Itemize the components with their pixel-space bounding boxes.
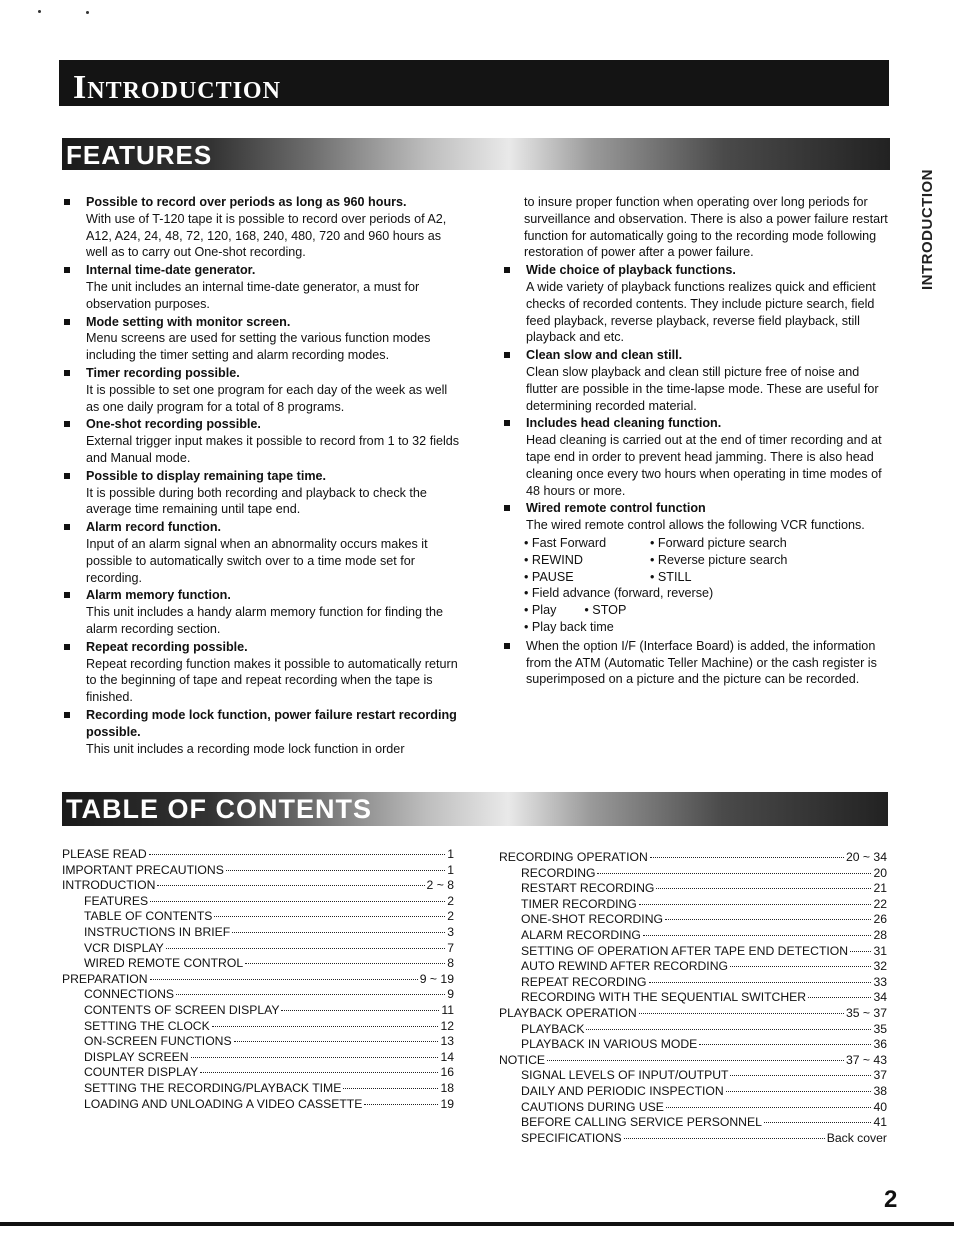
toc-entry-label: ON-SCREEN FUNCTIONS — [84, 1034, 232, 1049]
toc-entry-label: NOTICE — [499, 1052, 546, 1067]
toc-leader-dots — [245, 962, 445, 964]
feature-heading: Includes head cleaning function. — [526, 416, 722, 431]
toc-entry-page: 2 — [447, 893, 454, 908]
toc-entry-label: SETTING THE RECORDING/PLAYBACK TIME — [84, 1080, 342, 1095]
toc-entry — [499, 1053, 887, 1069]
toc-entry-page: 16 — [440, 1065, 454, 1080]
bullet-square-icon — [64, 319, 70, 325]
bullet-square-icon — [64, 267, 70, 273]
toc-entry-page: 8 — [447, 956, 454, 971]
toc-entry-label: TIMER RECORDING — [521, 896, 637, 911]
toc-leader-dots — [232, 931, 445, 933]
feature-description: With use of T-120 tape it is possible to record over periods of A2, A12, A24, 24, 48, 72, 120, 168, 240, 480, 720 and 960 hours as well as to carry out One-shot recording. — [86, 211, 447, 260]
feature-description: The unit includes an internal time-date generator, a must for observation purposes. — [86, 279, 420, 311]
toc-entry-label: IMPORTANT PRECAUTIONS — [62, 862, 224, 877]
feature-heading: Wide choice of playback functions. — [526, 263, 736, 278]
toc-entry — [499, 897, 887, 913]
toc-entry-label: ONE-SHOT RECORDING — [521, 912, 663, 927]
toc-entry-label: LOADING AND UNLOADING A VIDEO CASSETTE — [84, 1096, 363, 1111]
toc-entry-label: CONNECTIONS — [84, 987, 175, 1002]
toc-entry-label: VCR DISPLAY — [84, 940, 164, 955]
toc-entry-page: 2 — [447, 909, 454, 924]
bullet-square-icon — [504, 352, 510, 358]
toc-entry — [499, 1068, 887, 1084]
toc-leader-dots — [730, 1074, 871, 1076]
bottom-rule — [0, 1222, 954, 1226]
toc-entry-label: SETTING OF OPERATION AFTER TAPE END DETECTION — [521, 943, 849, 958]
toc-entry-page: 33 — [873, 974, 887, 989]
feature-heading: Internal time-date generator. — [86, 263, 256, 278]
toc-entry — [499, 850, 887, 866]
toc-entry — [62, 1050, 454, 1066]
feature-item — [62, 639, 462, 706]
feature-item — [502, 347, 894, 414]
toc-right-column — [499, 850, 887, 1146]
toc-entry-page: 20 ~ 34 — [845, 850, 887, 864]
page-title: Introduction — [73, 69, 281, 106]
feature-description: When the option I/F (Interface Board) is added, the information from the ATM (Automatic Teller Machine) or the cash register is superimposed on a picture and the picture can be recorded. — [526, 638, 877, 687]
feature-item — [502, 262, 894, 346]
toc-entry-page: 38 — [873, 1083, 887, 1098]
feature-heading: Wired remote control function — [526, 501, 706, 516]
toc-entry-label: SPECIFICATIONS — [521, 1130, 622, 1145]
toc-entry — [62, 925, 454, 941]
toc-entry — [499, 881, 887, 897]
toc-entry — [499, 1037, 887, 1053]
toc-entry-page: 32 — [873, 959, 887, 974]
scan-speck — [38, 10, 41, 13]
toc-entry-label: TABLE OF CONTENTS — [84, 909, 213, 924]
toc-leader-dots — [656, 887, 871, 889]
feature-heading: Alarm memory function. — [86, 588, 231, 603]
toc-leader-dots — [343, 1087, 438, 1089]
toc-entry-page: 9 ~ 19 — [419, 971, 454, 986]
toc-entry — [62, 1019, 454, 1035]
remote-function: • Fast Forward — [524, 535, 607, 550]
bullet-square-icon — [64, 644, 70, 650]
toc-entry-page: 26 — [873, 912, 887, 927]
toc-leader-dots — [666, 1106, 872, 1108]
toc-entry-label: INTRODUCTION — [62, 878, 156, 893]
feature-description: The wired remote control allows the following VCR functions. — [526, 518, 865, 533]
feature-item — [62, 314, 462, 364]
features-left-column — [62, 194, 462, 758]
remote-function-list — [524, 535, 894, 585]
toc-entry — [499, 1131, 887, 1147]
toc-entry — [499, 944, 887, 960]
toc-entry-page: 2 ~ 8 — [426, 878, 454, 893]
toc-entry — [499, 1115, 887, 1131]
side-tab-label: INTRODUCTION — [919, 169, 936, 290]
toc-entry-page: 1 — [447, 847, 454, 861]
feature-continuation: to insure proper function when operating over long periods for surveillance and observation. There is also a power failure restart function for automatically going to the recording mode following restoration of power after a power failure. — [524, 195, 888, 260]
toc-entry-label: RECORDING — [521, 865, 596, 880]
remote-function: • Reverse picture search — [650, 552, 788, 567]
toc-leader-dots — [214, 915, 445, 917]
toc-entry-page: 3 — [447, 924, 454, 939]
toc-entry-page: 35 — [873, 1021, 887, 1036]
toc-entry-label: CAUTIONS DURING USE — [521, 1099, 664, 1114]
toc-entry — [499, 975, 887, 991]
toc-leader-dots — [200, 1071, 438, 1073]
toc-entry — [499, 1084, 887, 1100]
toc-leader-dots — [166, 947, 446, 949]
bullet-square-icon — [64, 421, 70, 427]
feature-description: This unit includes a handy alarm memory function for finding the alarm recording section. — [86, 605, 444, 636]
feature-item — [62, 468, 462, 518]
toc-entry-page: 11 — [441, 1002, 454, 1017]
toc-entry-label: RESTART RECORDING — [521, 881, 655, 896]
feature-item — [62, 365, 462, 415]
toc-entry-label: DAILY AND PERIODIC INSPECTION — [521, 1083, 724, 1098]
remote-function: • Play • STOP — [524, 603, 627, 618]
feature-item — [62, 416, 462, 466]
features-heading-bar — [62, 138, 890, 170]
toc-entry-page: 7 — [447, 940, 454, 955]
toc-leader-dots — [150, 978, 418, 980]
toc-heading-bar — [62, 792, 888, 826]
remote-function: • PAUSE — [524, 569, 574, 584]
toc-entry — [499, 1022, 887, 1038]
remote-function: • Field advance (forward, reverse) — [524, 586, 714, 601]
toc-leader-dots — [150, 900, 445, 902]
remote-function: • Play back time — [524, 619, 614, 634]
page-title-bar — [59, 60, 889, 106]
toc-entry — [62, 878, 454, 894]
bullet-square-icon — [64, 370, 70, 376]
bullet-square-icon — [504, 505, 510, 511]
toc-entry — [499, 1006, 887, 1022]
features-right-column — [502, 194, 894, 689]
toc-entry — [499, 928, 887, 944]
toc-entry-page: 40 — [873, 1099, 887, 1114]
section-side-tab — [919, 110, 939, 290]
toc-leader-dots — [624, 1137, 825, 1139]
toc-entry — [62, 987, 454, 1003]
toc-entry-label: SIGNAL LEVELS OF INPUT/OUTPUT — [521, 1068, 729, 1083]
toc-leader-dots — [643, 934, 872, 936]
toc-entry-label: PLAYBACK OPERATION — [499, 1005, 637, 1020]
bullet-square-icon — [64, 712, 70, 718]
toc-leader-dots — [650, 856, 844, 858]
feature-heading: Alarm record function. — [86, 520, 222, 535]
toc-entry — [62, 956, 454, 972]
toc-leader-dots — [730, 965, 871, 967]
toc-entry — [62, 1065, 454, 1081]
scan-speck — [86, 11, 89, 14]
toc-leader-dots — [808, 996, 871, 998]
bullet-square-icon — [504, 267, 510, 273]
remote-function: • STILL — [650, 569, 692, 584]
toc-leader-dots — [157, 884, 424, 886]
bullet-square-icon — [64, 592, 70, 598]
toc-leader-dots — [364, 1103, 438, 1105]
toc-entry-label: WIRED REMOTE CONTROL — [84, 956, 244, 971]
toc-entry-page: 36 — [873, 1037, 887, 1052]
toc-heading: TABLE OF CONTENTS — [66, 794, 372, 824]
toc-entry — [62, 1097, 454, 1113]
bullet-square-icon — [504, 420, 510, 426]
toc-entry-label: PREPARATION — [62, 971, 148, 986]
toc-entry-page: 34 — [873, 990, 887, 1005]
toc-leader-dots — [281, 1009, 439, 1011]
toc-entry — [499, 990, 887, 1006]
toc-leader-dots — [639, 903, 872, 905]
toc-leader-dots — [699, 1043, 871, 1045]
toc-entry — [62, 1081, 454, 1097]
toc-leader-dots — [597, 872, 871, 874]
toc-leader-dots — [191, 1056, 439, 1058]
feature-item — [62, 262, 462, 312]
toc-leader-dots — [639, 1012, 844, 1014]
toc-entry-label: PLEASE READ — [62, 847, 147, 861]
toc-entry — [499, 912, 887, 928]
toc-entry — [499, 959, 887, 975]
toc-entry-label: PLAYBACK — [521, 1021, 585, 1036]
feature-description: Input of an alarm signal when an abnormality occurs makes it possible to automatically switch over to a time mode set for recording. — [86, 536, 428, 585]
toc-entry — [62, 847, 454, 863]
feature-description: A wide variety of playback functions realizes quick and efficient checks of recorded contents. They include picture search, field feed playback, reverse playback, reverse field playback, still playback and etc. — [526, 279, 876, 345]
feature-heading: Mode setting with monitor screen. — [86, 314, 291, 329]
bullet-square-icon — [64, 524, 70, 530]
toc-entry — [62, 909, 454, 925]
feature-item — [62, 519, 462, 586]
feature-item — [502, 638, 894, 688]
toc-leader-dots — [212, 1025, 439, 1027]
toc-entry-page: 21 — [873, 881, 887, 896]
feature-description: Menu screens are used for setting the various function modes including the timer setting and alarm recording modes. — [86, 331, 431, 363]
toc-entry — [62, 941, 454, 957]
feature-item — [62, 194, 462, 261]
bullet-square-icon — [504, 643, 510, 649]
toc-entry-label: ALARM RECORDING — [521, 927, 641, 942]
feature-description: Repeat recording function makes it possible to automatically return to the beginning of tape and repeat recording when the tape is finished. — [86, 656, 458, 705]
toc-entry-page: 41 — [873, 1115, 887, 1130]
toc-leader-dots — [176, 993, 445, 995]
toc-leader-dots — [547, 1059, 844, 1061]
toc-entry-page: 18 — [440, 1080, 454, 1095]
feature-heading: One-shot recording possible. — [86, 417, 261, 432]
feature-heading: Timer recording possible. — [86, 365, 240, 380]
toc-entry-label: RECORDING OPERATION — [499, 850, 648, 864]
toc-entry-page: 9 — [447, 987, 454, 1002]
toc-leader-dots — [226, 869, 445, 871]
toc-entry-label: SETTING THE CLOCK — [84, 1018, 210, 1033]
toc-entry — [62, 972, 454, 988]
feature-description: Head cleaning is carried out at the end of timer recording and at tape end in order to prevent head jamming. There is also head cleaning once every two hours when operating in time modes of 48 hours or more. — [526, 433, 882, 498]
toc-leader-dots — [149, 853, 446, 855]
feature-description: It is possible to set one program for each day of the week as well as one daily program for a total of 8 programs. — [86, 382, 448, 414]
feature-description: External trigger input makes it possible to record from 1 to 32 fields and Manual mode. — [86, 434, 460, 465]
toc-entry — [62, 1003, 454, 1019]
toc-entry-label: FEATURES — [84, 893, 149, 908]
feature-heading: Possible to record over periods as long as 960 hours. — [86, 195, 407, 209]
toc-entry-label: REPEAT RECORDING — [521, 974, 647, 989]
toc-entry-page: Back cover — [826, 1130, 887, 1145]
remote-function: • Forward picture search — [650, 535, 787, 550]
toc-entry-label: CONTENTS OF SCREEN DISPLAY — [84, 1002, 280, 1017]
feature-item — [62, 587, 462, 637]
toc-entry-label: DISPLAY SCREEN — [84, 1049, 189, 1064]
feature-item — [502, 415, 894, 499]
toc-entry — [499, 1100, 887, 1116]
feature-description: It is possible during both recording and playback to check the average time remaining until tape end. — [86, 485, 427, 517]
toc-entry-label: BEFORE CALLING SERVICE PERSONNEL — [521, 1115, 762, 1130]
toc-leader-dots — [665, 918, 871, 920]
toc-entry-page: 37 ~ 43 — [845, 1052, 887, 1067]
page-number: 2 — [884, 1186, 898, 1213]
toc-entry — [62, 1034, 454, 1050]
toc-entry-page: 37 — [873, 1068, 887, 1083]
toc-leader-dots — [234, 1040, 439, 1042]
toc-entry-page: 35 ~ 37 — [845, 1005, 887, 1020]
toc-entry-page: 28 — [873, 927, 887, 942]
toc-entry-page: 31 — [873, 943, 887, 958]
toc-entry-label: INSTRUCTIONS IN BRIEF — [84, 924, 231, 939]
toc-entry — [62, 894, 454, 910]
toc-entry-page: 19 — [440, 1096, 454, 1111]
toc-leader-dots — [726, 1090, 872, 1092]
toc-left-column — [62, 847, 454, 1112]
bullet-square-icon — [64, 199, 70, 205]
toc-entry-page: 22 — [873, 896, 887, 911]
feature-item — [502, 500, 894, 534]
bullet-square-icon — [64, 473, 70, 479]
feature-heading: Clean slow and clean still. — [526, 348, 683, 363]
toc-entry-page: 14 — [440, 1049, 454, 1064]
features-heading: FEATURES — [66, 140, 213, 170]
toc-entry — [499, 866, 887, 882]
toc-leader-dots — [649, 981, 872, 983]
feature-heading: Recording mode lock function, power failure restart recording possible. — [86, 707, 457, 739]
toc-entry-page: 13 — [440, 1034, 454, 1049]
remote-function: • REWIND — [524, 552, 583, 567]
toc-entry-label: RECORDING WITH THE SEQUENTIAL SWITCHER — [521, 990, 807, 1005]
toc-entry-page: 12 — [440, 1018, 454, 1033]
toc-entry-page: 1 — [447, 862, 454, 877]
feature-description: This unit includes a recording mode lock function in order — [86, 741, 405, 756]
toc-entry-label: PLAYBACK IN VARIOUS MODE — [521, 1037, 698, 1052]
feature-description: Clean slow playback and clean still picture free of noise and flutter are possible in the time-lapse mode. These are useful for determining recorded material. — [526, 364, 879, 413]
toc-entry-label: COUNTER DISPLAY — [84, 1065, 199, 1080]
toc-leader-dots — [586, 1028, 871, 1030]
feature-heading: Possible to display remaining tape time. — [86, 468, 327, 483]
toc-entry — [62, 863, 454, 879]
feature-item — [62, 707, 462, 757]
toc-leader-dots — [850, 950, 871, 952]
feature-heading: Repeat recording possible. — [86, 639, 248, 654]
toc-leader-dots — [764, 1121, 872, 1123]
toc-entry-page: 20 — [873, 865, 887, 880]
toc-entry-label: AUTO REWIND AFTER RECORDING — [521, 959, 728, 974]
